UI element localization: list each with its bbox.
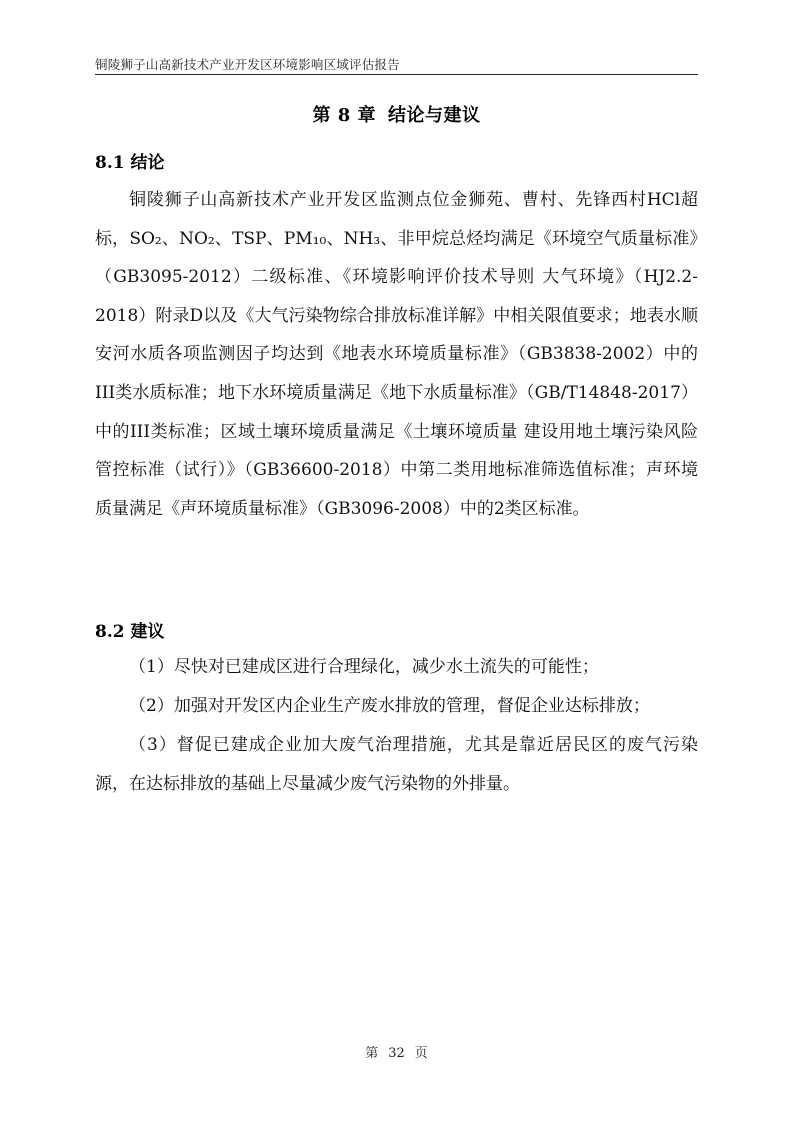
chapter-number: 第 8 章 (312, 105, 377, 126)
page-prefix: 第 (365, 1046, 379, 1061)
suggestion-item-3: （3）督促已建成企业加大废气治理措施，尤其是靠近居民区的废气污染源，在达标排放的基础上尽量减少废气污染物的外排量。 (95, 735, 698, 794)
chapter-name: 结论与建议 (388, 105, 481, 126)
section-heading-conclusion: 8.1 结论 (95, 153, 165, 173)
suggestion-item-1: （1）尽快对已建成区进行合理绿化，减少水土流失的可能性； (129, 657, 599, 677)
chapter-title (95, 101, 698, 127)
running-header: 铜陵狮子山高新技术产业开发区环境影响区域评估报告 (95, 57, 400, 72)
conclusion-paragraph: 铜陵狮子山高新技术产业开发区监测点位金狮苑、曹村、先锋西村HCl超标，SO₂、NO₂、TSP、PM₁₀、NH₃、非甲烷总烃均满足《环境空气质量标准》（GB3095-2012）二级标准、《环境影响评价技术导则 大气环境》（HJ2.2-2018）附录D以及《大气污染物综合排放标准详解》中相关限值要求；地表水顺安河水质各项监测因子均达到《地表水环境质量标准》（GB3838-2002）中的III类水质标准；地下水环境质量满足《地下水质量标准》（GB/T14848-2017）中的III类标准；区域土壤环境质量满足《土壤环境质量 建设用地土壤污染风险管控标准（试行）》（GB36600-2018）中第二类用地标准筛选值标准；声环境质量满足《声环境质量标准》（GB3096-2008）中的2类区标准。 (95, 190, 698, 519)
page-suffix: 页 (414, 1046, 428, 1061)
page-number: 32 (388, 1046, 405, 1061)
section-heading-suggestions: 8.2 建议 (95, 622, 165, 642)
page-footer (95, 1042, 698, 1061)
suggestion-item-2: （2）加强对开发区内企业生产废水排放的管理，督促企业达标排放； (129, 696, 650, 716)
header-rule (95, 74, 698, 75)
